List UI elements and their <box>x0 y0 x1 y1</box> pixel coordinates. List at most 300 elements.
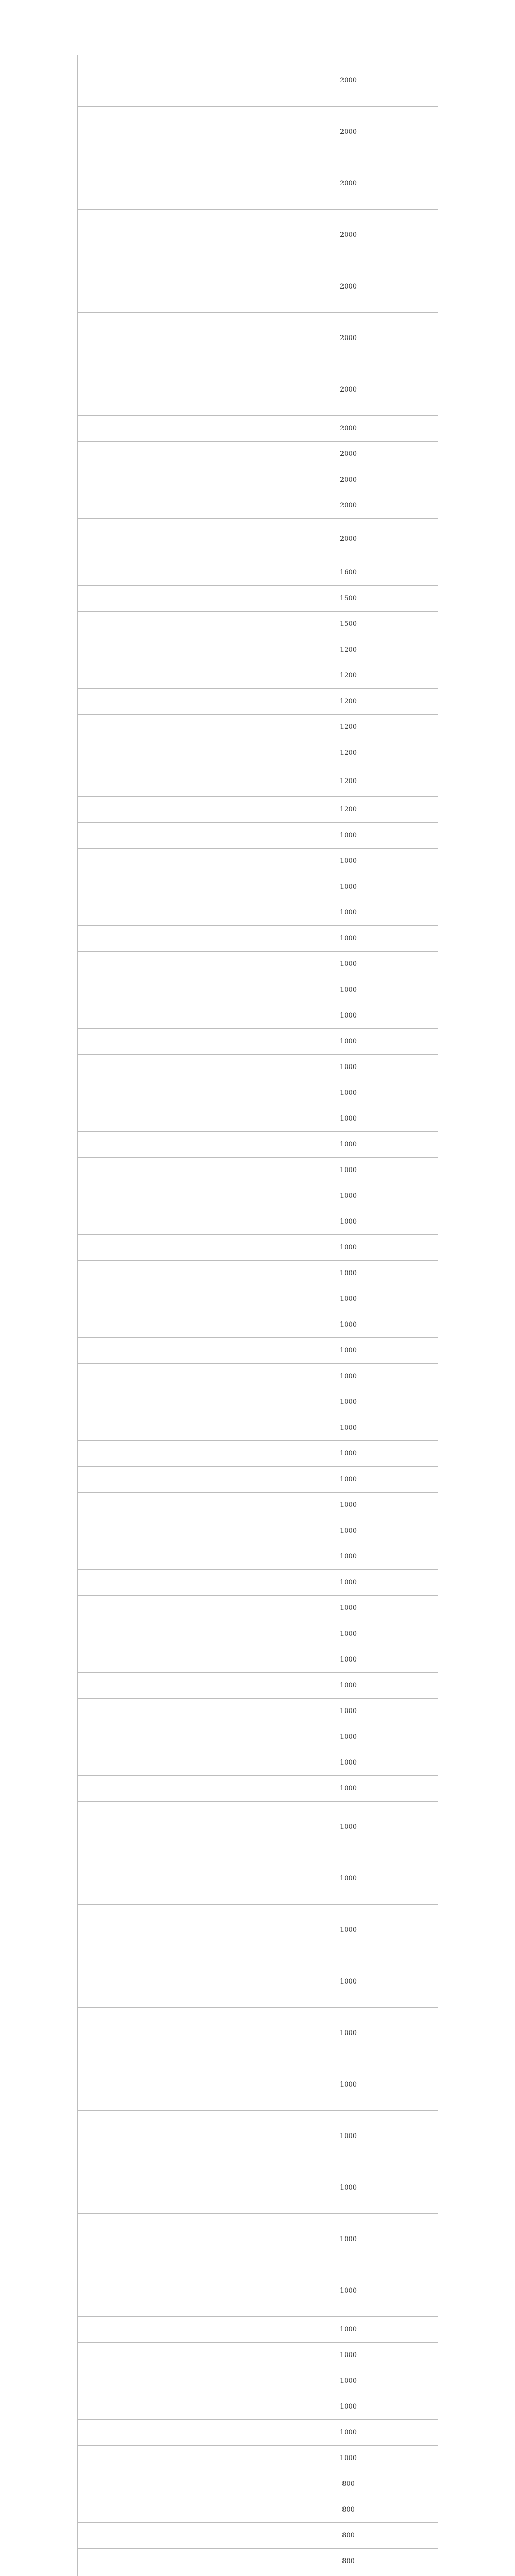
amount-cell: 800 <box>327 2523 370 2549</box>
note-cell <box>370 2574 438 2576</box>
amount-cell: 1000 <box>327 1080 370 1106</box>
amount-cell: 2000 <box>327 442 370 467</box>
table-row <box>78 1956 438 2008</box>
table-row <box>78 1415 438 1441</box>
table-row <box>78 1132 438 1158</box>
donor-name-cell <box>78 1699 327 1724</box>
note-cell <box>370 1441 438 1467</box>
donor-name-cell <box>78 1029 327 1055</box>
donor-name-cell <box>78 926 327 952</box>
note-cell <box>370 952 438 977</box>
table-row <box>78 158 438 210</box>
table-row <box>78 663 438 689</box>
donor-name-cell <box>78 107 327 158</box>
table-row <box>78 1853 438 1905</box>
amount-cell: 1000 <box>327 952 370 977</box>
donor-name-cell <box>78 2497 327 2523</box>
table-row <box>78 210 438 261</box>
amount-cell: 1000 <box>327 1183 370 1209</box>
note-cell <box>370 797 438 823</box>
table-row <box>78 715 438 740</box>
note-cell <box>370 416 438 442</box>
note-cell <box>370 1389 438 1415</box>
amount-cell: 1500 <box>327 612 370 637</box>
note-cell <box>370 1544 438 1570</box>
donor-name-cell <box>78 1621 327 1647</box>
table-row <box>78 900 438 926</box>
donor-name-cell <box>78 493 327 519</box>
table-row <box>78 261 438 313</box>
donor-name-cell <box>78 519 327 560</box>
table-row <box>78 55 438 107</box>
amount-cell: 1000 <box>327 2394 370 2420</box>
donor-name-cell <box>78 2265 327 2317</box>
table-row <box>78 1286 438 1312</box>
table-row <box>78 637 438 663</box>
table-row <box>78 2162 438 2214</box>
table-row <box>78 493 438 519</box>
amount-cell: 1000 <box>327 926 370 952</box>
table-row <box>78 1544 438 1570</box>
amount-cell: 1000 <box>327 1364 370 1389</box>
note-cell <box>370 2368 438 2394</box>
amount-cell: 1000 <box>327 2317 370 2343</box>
note-cell <box>370 1029 438 1055</box>
amount-cell: 1000 <box>327 1493 370 1518</box>
donor-name-cell <box>78 364 327 416</box>
note-cell <box>370 364 438 416</box>
donation-table-body <box>78 55 438 2576</box>
table-row <box>78 766 438 797</box>
donor-name-cell <box>78 849 327 874</box>
donor-name-cell <box>78 874 327 900</box>
table-row <box>78 1570 438 1596</box>
donor-name-cell <box>78 1080 327 1106</box>
amount-cell: 1000 <box>327 1853 370 1905</box>
note-cell <box>370 2162 438 2214</box>
amount-cell: 1000 <box>327 1389 370 1415</box>
amount-cell: 800 <box>327 2471 370 2497</box>
note-cell <box>370 2008 438 2059</box>
amount-cell: 1000 <box>327 1235 370 1261</box>
donor-name-cell <box>78 1776 327 1802</box>
donor-name-cell <box>78 210 327 261</box>
note-cell <box>370 1261 438 1286</box>
table-row <box>78 1750 438 1776</box>
note-cell <box>370 2446 438 2471</box>
donor-name-cell <box>78 977 327 1003</box>
amount-cell: 1000 <box>327 977 370 1003</box>
donor-name-cell <box>78 1724 327 1750</box>
amount-cell: 1000 <box>327 1596 370 1621</box>
table-row <box>78 1003 438 1029</box>
amount-cell: 2000 <box>327 158 370 210</box>
note-cell <box>370 1673 438 1699</box>
amount-cell: 2000 <box>327 467 370 493</box>
note-cell <box>370 1364 438 1389</box>
amount-cell: 1000 <box>327 1905 370 1956</box>
amount-cell: 1000 <box>327 1467 370 1493</box>
donor-name-cell <box>78 2574 327 2576</box>
amount-cell: 1000 <box>327 900 370 926</box>
donor-name-cell <box>78 1209 327 1235</box>
donor-name-cell <box>78 900 327 926</box>
amount-cell: 1000 <box>327 2420 370 2446</box>
amount-cell: 1000 <box>327 1286 370 1312</box>
note-cell <box>370 2394 438 2420</box>
table-row <box>78 2343 438 2368</box>
amount-cell: 2000 <box>327 261 370 313</box>
amount-cell: 1200 <box>327 637 370 663</box>
table-row <box>78 2549 438 2574</box>
amount-cell: 1000 <box>327 1647 370 1673</box>
donor-name-cell <box>78 715 327 740</box>
table-row <box>78 107 438 158</box>
donor-name-cell <box>78 2162 327 2214</box>
amount-cell: 2000 <box>327 107 370 158</box>
amount-cell: 1000 <box>327 1209 370 1235</box>
note-cell <box>370 1750 438 1776</box>
table-row <box>78 977 438 1003</box>
amount-cell: 1000 <box>327 1029 370 1055</box>
donor-name-cell <box>78 1132 327 1158</box>
table-row <box>78 2214 438 2265</box>
amount-cell: 1000 <box>327 1570 370 1596</box>
note-cell <box>370 1080 438 1106</box>
donor-name-cell <box>78 1286 327 1312</box>
amount-cell: 1000 <box>327 1106 370 1132</box>
amount-cell: 2000 <box>327 210 370 261</box>
amount-cell: 1000 <box>327 2343 370 2368</box>
donor-name-cell <box>78 560 327 586</box>
note-cell <box>370 1312 438 1338</box>
note-cell <box>370 467 438 493</box>
donor-name-cell <box>78 2394 327 2420</box>
table-row <box>78 1158 438 1183</box>
amount-cell: 800 <box>327 2549 370 2574</box>
note-cell <box>370 900 438 926</box>
note-cell <box>370 2214 438 2265</box>
note-cell <box>370 1776 438 1802</box>
amount-cell: 1000 <box>327 874 370 900</box>
note-cell <box>370 1158 438 1183</box>
donor-name-cell <box>78 1235 327 1261</box>
note-cell <box>370 977 438 1003</box>
donor-name-cell <box>78 1338 327 1364</box>
note-cell <box>370 612 438 637</box>
donor-name-cell <box>78 1055 327 1080</box>
table-row <box>78 442 438 467</box>
amount-cell: 1200 <box>327 797 370 823</box>
note-cell <box>370 313 438 364</box>
table-row <box>78 612 438 637</box>
amount-cell: 1000 <box>327 2059 370 2111</box>
note-cell <box>370 663 438 689</box>
note-cell <box>370 1183 438 1209</box>
table-row <box>78 519 438 560</box>
amount-cell: 2000 <box>327 55 370 107</box>
note-cell <box>370 210 438 261</box>
amount-cell: 2000 <box>327 493 370 519</box>
note-cell <box>370 1621 438 1647</box>
donor-name-cell <box>78 1673 327 1699</box>
donor-name-cell <box>78 2008 327 2059</box>
note-cell <box>370 519 438 560</box>
donor-name-cell <box>78 1802 327 1853</box>
amount-cell: 1000 <box>327 1003 370 1029</box>
note-cell <box>370 2471 438 2497</box>
note-cell <box>370 1286 438 1312</box>
amount-cell: 1000 <box>327 1261 370 1286</box>
donor-name-cell <box>78 689 327 715</box>
donor-name-cell <box>78 740 327 766</box>
table-row <box>78 1389 438 1415</box>
donor-name-cell <box>78 2549 327 2574</box>
donor-name-cell <box>78 261 327 313</box>
table-row <box>78 2265 438 2317</box>
amount-cell: 2000 <box>327 519 370 560</box>
amount-cell: 1000 <box>327 1544 370 1570</box>
donor-name-cell <box>78 2368 327 2394</box>
table-row <box>78 1235 438 1261</box>
amount-cell: 1000 <box>327 1802 370 1853</box>
donor-name-cell <box>78 2317 327 2343</box>
table-row <box>78 1261 438 1286</box>
amount-cell: 800 <box>327 2497 370 2523</box>
donor-name-cell <box>78 1647 327 1673</box>
note-cell <box>370 2523 438 2549</box>
table-row <box>78 1055 438 1080</box>
note-cell <box>370 926 438 952</box>
note-cell <box>370 1055 438 1080</box>
note-cell <box>370 1518 438 1544</box>
table-row <box>78 1493 438 1518</box>
note-cell <box>370 1724 438 1750</box>
donor-name-cell <box>78 1389 327 1415</box>
table-row <box>78 1467 438 1493</box>
note-cell <box>370 2549 438 2574</box>
note-cell <box>370 689 438 715</box>
donor-name-cell <box>78 1312 327 1338</box>
donor-name-cell <box>78 1518 327 1544</box>
donor-name-cell <box>78 952 327 977</box>
donor-name-cell <box>78 663 327 689</box>
note-cell <box>370 2111 438 2162</box>
table-row <box>78 952 438 977</box>
amount-cell: 1000 <box>327 1132 370 1158</box>
table-row <box>78 2471 438 2497</box>
table-row <box>78 1441 438 1467</box>
table-row <box>78 849 438 874</box>
note-cell <box>370 586 438 612</box>
donor-name-cell <box>78 1003 327 1029</box>
amount-cell: 1000 <box>327 849 370 874</box>
amount-cell: 1000 <box>327 1699 370 1724</box>
table-row <box>78 2368 438 2394</box>
amount-cell: 1000 <box>327 2008 370 2059</box>
donor-name-cell <box>78 637 327 663</box>
amount-cell: 1000 <box>327 1158 370 1183</box>
donor-name-cell <box>78 1956 327 2008</box>
table-row <box>78 1312 438 1338</box>
amount-cell: 1500 <box>327 586 370 612</box>
note-cell <box>370 715 438 740</box>
donor-name-cell <box>78 1596 327 1621</box>
donor-name-cell <box>78 2111 327 2162</box>
table-row <box>78 2317 438 2343</box>
note-cell <box>370 1956 438 2008</box>
note-cell <box>370 2497 438 2523</box>
table-row <box>78 364 438 416</box>
table-row <box>78 1364 438 1389</box>
table-row <box>78 1209 438 1235</box>
note-cell <box>370 1905 438 1956</box>
table-row <box>78 1080 438 1106</box>
donor-name-cell <box>78 158 327 210</box>
donor-name-cell <box>78 1853 327 1905</box>
amount-cell: 1000 <box>327 1518 370 1544</box>
table-row <box>78 1776 438 1802</box>
donor-name-cell <box>78 2343 327 2368</box>
donor-name-cell <box>78 467 327 493</box>
donor-name-cell <box>78 313 327 364</box>
table-row <box>78 2523 438 2549</box>
donor-name-cell <box>78 612 327 637</box>
note-cell <box>370 740 438 766</box>
amount-cell: 1000 <box>327 1055 370 1080</box>
table-row <box>78 1905 438 1956</box>
amount-cell: 1000 <box>327 1750 370 1776</box>
donor-name-cell <box>78 1364 327 1389</box>
note-cell <box>370 1853 438 1905</box>
donation-table <box>77 55 438 2576</box>
donor-name-cell <box>78 1158 327 1183</box>
table-row <box>78 689 438 715</box>
table-row <box>78 1647 438 1673</box>
amount-cell: 1000 <box>327 2265 370 2317</box>
amount-cell: 1000 <box>327 1724 370 1750</box>
table-row <box>78 560 438 586</box>
note-cell <box>370 1338 438 1364</box>
note-cell <box>370 158 438 210</box>
table-row <box>78 416 438 442</box>
table-row <box>78 1183 438 1209</box>
amount-cell: 1200 <box>327 766 370 797</box>
table-row <box>78 1338 438 1364</box>
amount-cell: 1000 <box>327 2214 370 2265</box>
donor-name-cell <box>78 1905 327 1956</box>
table-row <box>78 2446 438 2471</box>
note-cell <box>370 261 438 313</box>
amount-cell: 1000 <box>327 1673 370 1699</box>
note-cell <box>370 1699 438 1724</box>
table-row <box>78 1699 438 1724</box>
table-row <box>78 823 438 849</box>
note-cell <box>370 766 438 797</box>
donor-name-cell <box>78 1183 327 1209</box>
note-cell <box>370 442 438 467</box>
table-row <box>78 1518 438 1544</box>
table-row <box>78 1106 438 1132</box>
donor-name-cell <box>78 1106 327 1132</box>
table-row <box>78 2574 438 2576</box>
note-cell <box>370 2343 438 2368</box>
table-row <box>78 926 438 952</box>
note-cell <box>370 1132 438 1158</box>
note-cell <box>370 1209 438 1235</box>
table-row <box>78 1724 438 1750</box>
amount-cell: 1000 <box>327 2446 370 2471</box>
amount-cell <box>327 2574 370 2576</box>
note-cell <box>370 560 438 586</box>
donor-name-cell <box>78 2214 327 2265</box>
table-row <box>78 740 438 766</box>
amount-cell: 1000 <box>327 1776 370 1802</box>
amount-cell: 1200 <box>327 715 370 740</box>
table-row <box>78 2497 438 2523</box>
donor-name-cell <box>78 1261 327 1286</box>
donor-name-cell <box>78 586 327 612</box>
note-cell <box>370 2420 438 2446</box>
donor-name-cell <box>78 416 327 442</box>
note-cell <box>370 1003 438 1029</box>
donor-name-cell <box>78 1493 327 1518</box>
table-row <box>78 1673 438 1699</box>
amount-cell: 1200 <box>327 689 370 715</box>
donor-name-cell <box>78 2471 327 2497</box>
donor-name-cell <box>78 2446 327 2471</box>
table-row <box>78 313 438 364</box>
table-row <box>78 797 438 823</box>
note-cell <box>370 1106 438 1132</box>
note-cell <box>370 1596 438 1621</box>
donor-name-cell <box>78 766 327 797</box>
table-row <box>78 467 438 493</box>
donor-name-cell <box>78 1467 327 1493</box>
note-cell <box>370 1570 438 1596</box>
note-cell <box>370 1647 438 1673</box>
amount-cell: 1000 <box>327 1956 370 2008</box>
donor-name-cell <box>78 823 327 849</box>
donor-name-cell <box>78 1544 327 1570</box>
amount-cell: 2000 <box>327 313 370 364</box>
donor-name-cell <box>78 1570 327 1596</box>
note-cell <box>370 2059 438 2111</box>
amount-cell: 1000 <box>327 1621 370 1647</box>
note-cell <box>370 637 438 663</box>
amount-cell: 1000 <box>327 2162 370 2214</box>
note-cell <box>370 849 438 874</box>
note-cell <box>370 1235 438 1261</box>
table-row <box>78 2420 438 2446</box>
table-row <box>78 1621 438 1647</box>
donor-name-cell <box>78 2523 327 2549</box>
donor-name-cell <box>78 442 327 467</box>
amount-cell: 1000 <box>327 1338 370 1364</box>
donor-name-cell <box>78 797 327 823</box>
note-cell <box>370 823 438 849</box>
amount-cell: 1200 <box>327 663 370 689</box>
amount-cell: 1000 <box>327 823 370 849</box>
donor-name-cell <box>78 2420 327 2446</box>
table-row <box>78 2059 438 2111</box>
donor-name-cell <box>78 1415 327 1441</box>
table-row <box>78 1802 438 1853</box>
donor-name-cell <box>78 55 327 107</box>
amount-cell: 1000 <box>327 1441 370 1467</box>
note-cell <box>370 55 438 107</box>
note-cell <box>370 107 438 158</box>
